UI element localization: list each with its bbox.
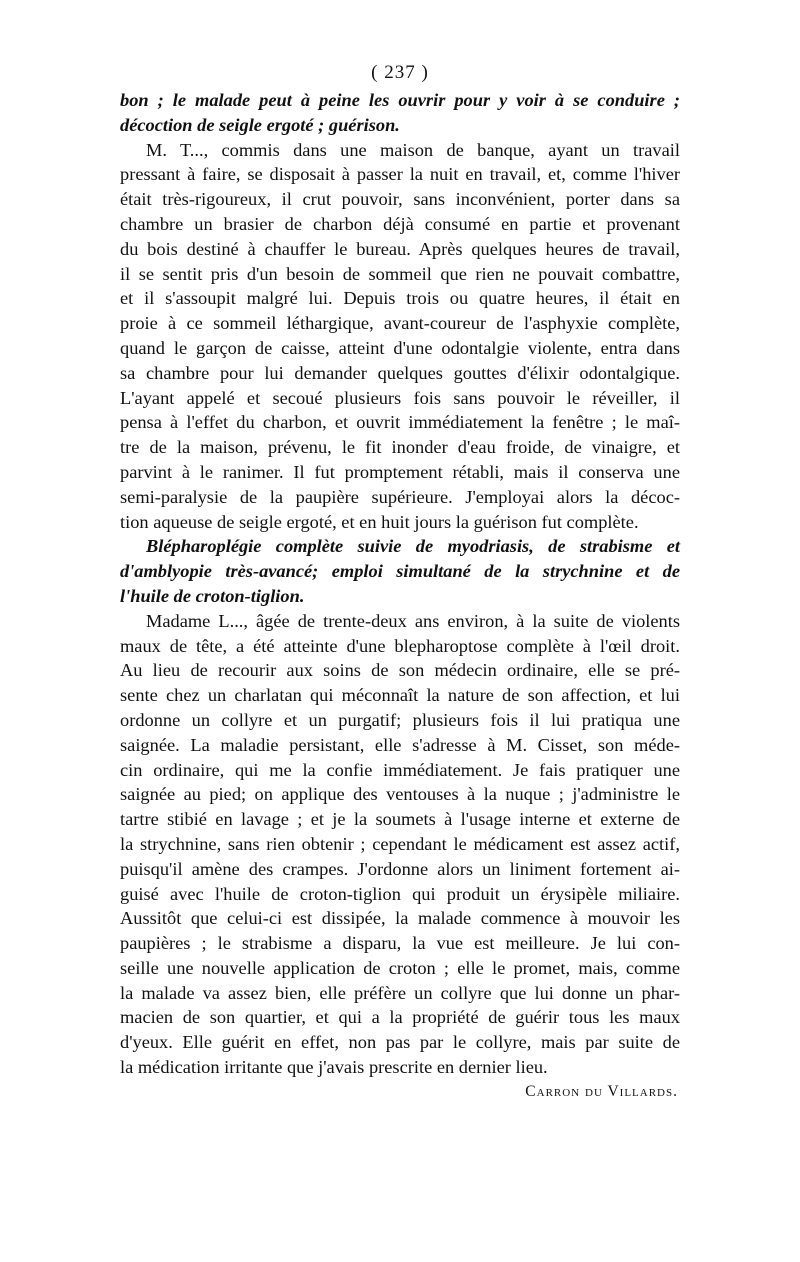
text-line: guisé avec l'huile de croton-tiglion qui produit un érysipèle miliaire.	[120, 883, 680, 904]
text-line: saignée. La maladie persistant, elle s'adresse à M. Cisset, son méde-	[120, 734, 680, 755]
text-line: la médication irritante que j'avais prescrite en dernier lieu.	[120, 1057, 548, 1078]
text-line: Aussitôt que celui-ci est dissipée, la malade commence à mouvoir les	[120, 908, 680, 929]
text-line: cin ordinaire, qui me la confie immédiatement. Je fais pratiquer une	[120, 759, 680, 780]
text-line: ordonne un collyre et un purgatif; plusieurs fois il lui pratiqua une	[120, 709, 680, 730]
text-line: pensa à l'effet du charbon, et ouvrit immédiatement la fenêtre ; le maî-	[120, 412, 680, 433]
text-line: était très-rigoureux, il crut pouvoir, sans inconvénient, porter dans sa	[120, 189, 680, 210]
text-line: seille une nouvelle application de croton ; elle le promet, mais, comme	[120, 957, 680, 978]
document-page	[120, 60, 680, 1105]
text-line: tartre stibié en lavage ; et je la soumets à l'usage interne et externe de	[120, 809, 680, 830]
text-line: proie à ce sommeil léthargique, avant-coureur de l'asphyxie complète,	[120, 313, 680, 334]
text-line: et il s'assoupit malgré lui. Depuis trois ou quatre heures, il était en	[120, 288, 680, 309]
text-line: d'yeux. Elle guérit en effet, non pas par le collyre, mais par suite de	[120, 1032, 680, 1053]
text-line: L'ayant appelé et secoué plusieurs fois sans pouvoir le réveiller, il	[120, 387, 680, 408]
text-line: tion aqueuse de seigle ergoté, et en huit jours la guérison fut complète.	[120, 511, 639, 532]
text-line: d'amblyopie très-avancé; emploi simultané de la strychnine et de	[120, 561, 680, 582]
text-line: décoction de seigle ergoté ; guérison.	[120, 114, 400, 135]
text-line: semi-paralysie de la paupière supérieure. J'employai alors la décoc-	[120, 486, 680, 507]
text-line: pressant à faire, se disposait à passer la nuit en travail, et, comme l'hiver	[120, 164, 680, 185]
text-line: bon ; le malade peut à peine les ouvrir pour y voir à se conduire ;	[120, 90, 680, 110]
text-line: quand le garçon de caisse, atteint d'une odontalgie violente, entra dans	[120, 337, 680, 358]
text-line: sente chez un charlatan qui méconnaît la nature de son affection, et lui	[120, 685, 680, 706]
text-line: la strychnine, sans rien obtenir ; cependant le médicament est assez actif,	[120, 833, 680, 854]
page-number: ( 237 )	[371, 62, 429, 83]
text-line: il se sentit pris d'un besoin de sommeil que rien ne pouvait combattre,	[120, 263, 680, 284]
text-line: maux de tête, a été atteinte d'une blepharoptose complète à l'œil droit.	[120, 635, 680, 656]
text-line: M. T..., commis dans une maison de banque, ayant un travail	[146, 139, 680, 160]
text-line: Madame L..., âgée de trente-deux ans environ, à la suite de violents	[146, 610, 680, 631]
text-line: puisqu'il amène des crampes. J'ordonne alors un liniment fortement ai-	[120, 858, 680, 879]
text-line: tre de la maison, prévenu, le fit inonder d'eau froide, de vinaigre, et	[120, 437, 680, 458]
text-line: parvint à le ranimer. Il fut promptement rétabli, mais il conserva une	[120, 461, 680, 482]
text-line: sa chambre pour lui demander quelques gouttes d'élixir odontalgique.	[120, 362, 680, 383]
text-line: paupières ; le strabisme a disparu, la vue est meilleure. Je lui con-	[120, 933, 680, 954]
text-line: saignée au pied; on applique des ventouses à la nuque ; j'administre le	[120, 784, 680, 805]
text-line: Blépharoplégie complète suivie de myodriasis, de strabisme et	[146, 536, 680, 557]
text-line: macien de son quartier, et qui a la propriété de guérir tous les maux	[120, 1007, 680, 1028]
text-line: chambre un brasier de charbon déjà consumé en partie et provenant	[120, 213, 680, 234]
text-line: l'huile de croton-tiglion.	[120, 585, 305, 606]
text-body	[120, 88, 680, 1080]
author-signature: Carron du Villards.	[525, 1082, 678, 1100]
text-line: Au lieu de recourir aux soins de son médecin ordinaire, elle se pré-	[120, 660, 680, 681]
text-line: du bois destiné à chauffer le bureau. Après quelques heures de travail,	[120, 238, 680, 259]
text-line: la malade va assez bien, elle préfère un collyre que lui donne un phar-	[120, 982, 680, 1003]
